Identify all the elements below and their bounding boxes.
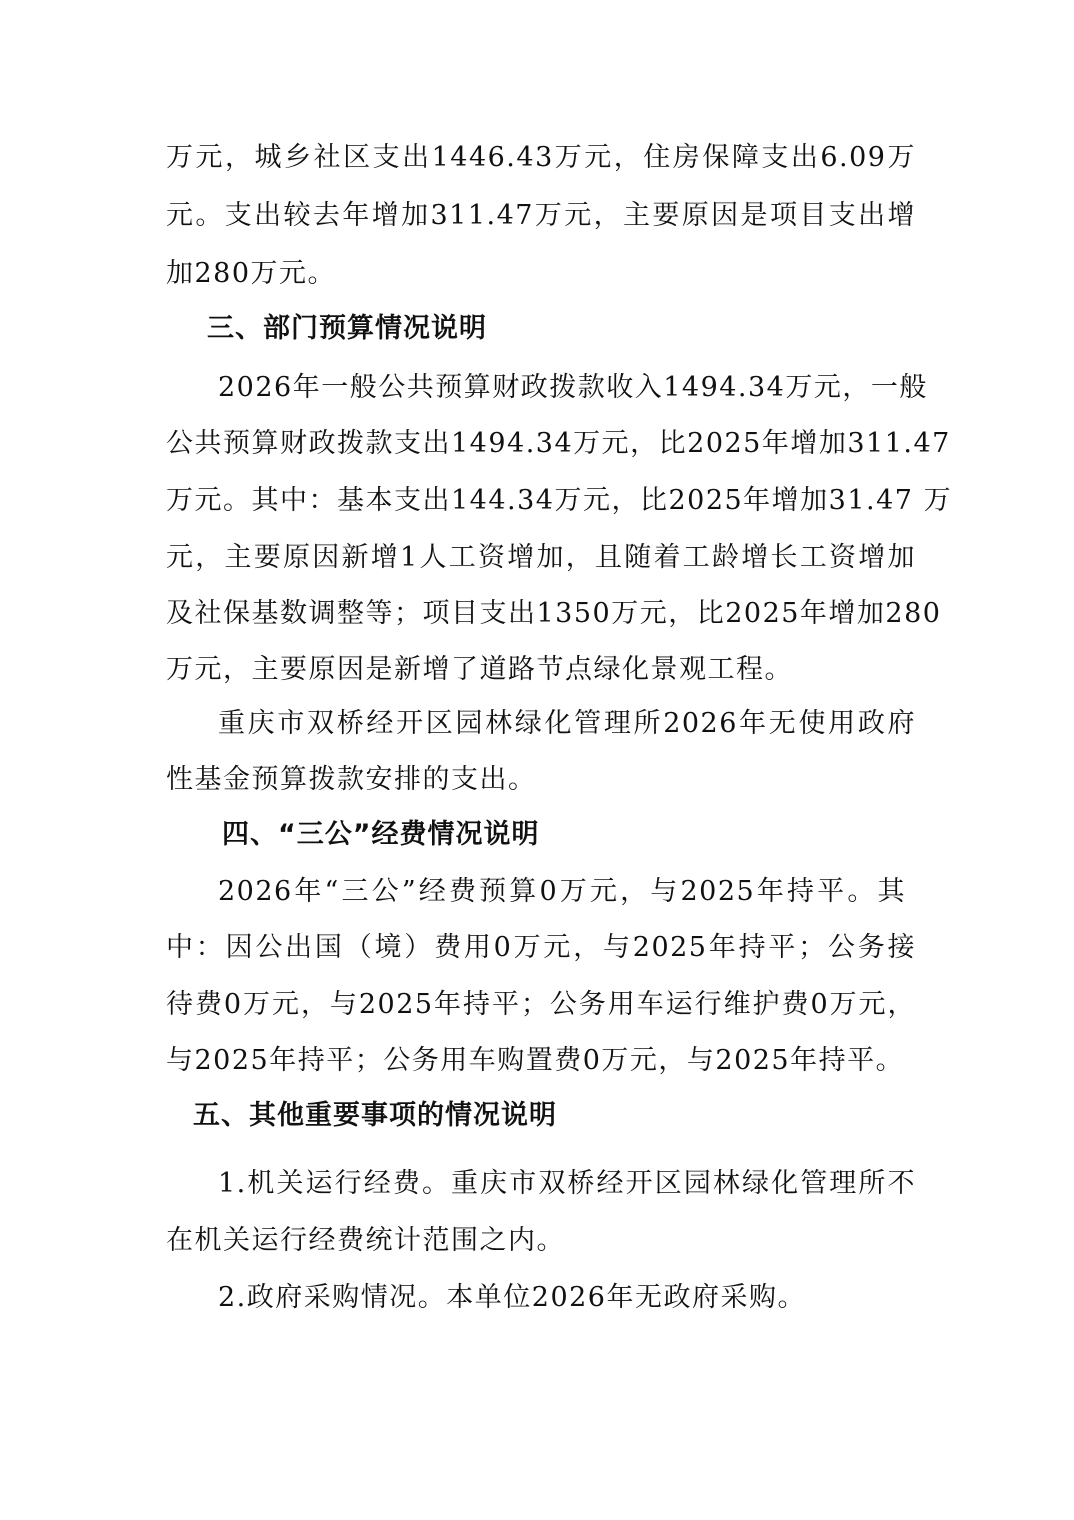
paragraph-line: 中：因公出国（境）费用0万元，与2025年持平；公务接: [166, 932, 916, 963]
paragraph-line: 万元，主要原因是新增了道路节点绿化景观工程。: [166, 654, 793, 685]
paragraph-line: 性基金预算拨款安排的支出。: [166, 764, 537, 795]
paragraph-line: 与2025年持平；公务用车购置费0万元，与2025年持平。: [166, 1045, 905, 1076]
section-heading-3: 三、部门预算情况说明: [207, 313, 487, 344]
paragraph-line: 元，主要原因新增1人工资增加，且随着工龄增长工资增加: [166, 542, 916, 573]
paragraph-line: 2.政府采购情况。本单位2026年无政府采购。: [218, 1282, 806, 1313]
section-heading-4: 四、“三公”经费情况说明: [222, 819, 540, 850]
paragraph-line: 元。支出较去年增加311.47万元，主要原因是项目支出增: [166, 200, 916, 231]
paragraph-line: 2026年一般公共预算财政拨款收入1494.34万元，一般: [218, 372, 928, 403]
paragraph-line: 万元。其中：基本支出144.34万元，比2025年增加31.47 万: [166, 485, 953, 516]
paragraph-line: 2026年“三公”经费预算0万元，与2025年持平。其: [218, 876, 906, 907]
section-heading-5: 五、其他重要事项的情况说明: [193, 1100, 557, 1131]
paragraph-line: 重庆市双桥经开区园林绿化管理所2026年无使用政府: [218, 708, 916, 739]
paragraph-line: 在机关运行经费统计范围之内。: [166, 1225, 565, 1256]
paragraph-line: 公共预算财政拨款支出1494.34万元，比2025年增加311.47: [166, 428, 951, 459]
paragraph-line: 及社保基数调整等；项目支出1350万元，比2025年增加280: [166, 598, 942, 629]
paragraph-line: 万元，城乡社区支出1446.43万元，住房保障支出6.09万: [166, 142, 916, 173]
paragraph-line: 加280万元。: [166, 258, 337, 289]
paragraph-line: 待费0万元，与2025年持平；公务用车运行维护费0万元，: [166, 989, 916, 1020]
paragraph-line: 1.机关运行经费。重庆市双桥经开区园林绿化管理所不: [218, 1168, 916, 1199]
